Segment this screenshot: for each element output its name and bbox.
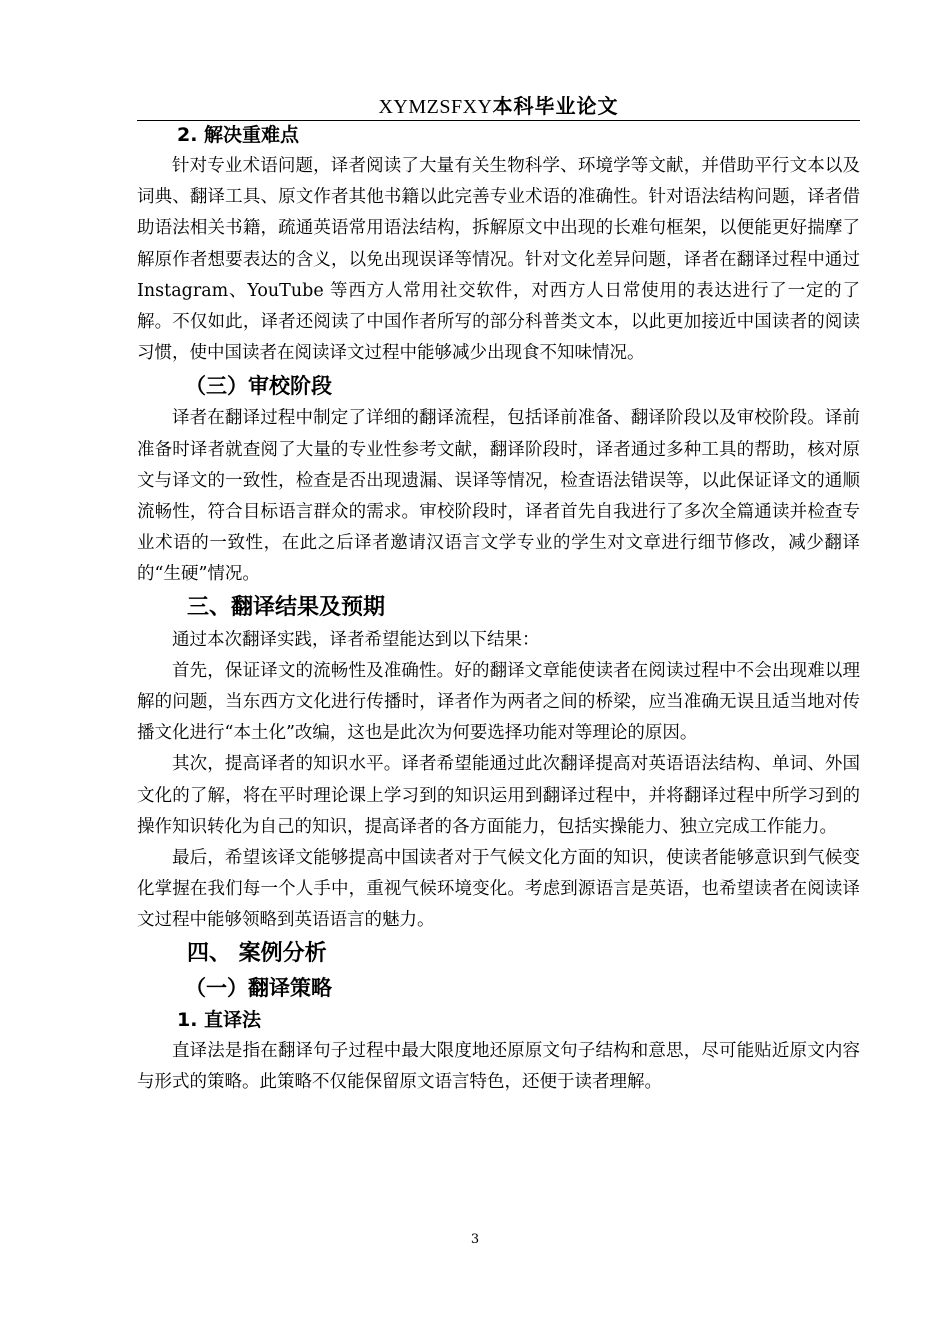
paragraph: 最后，希望该译文能够提高中国读者对于气候文化方面的知识，使读者能够意识到气候变化掌握在我们每一个人手中，重视气候环境变化。考虑到源语言是英语，也希望读者在阅读译文过程中能够领略到英语语言的魅力。: [137, 848, 860, 931]
paragraph: 通过本次翻译实践，译者希望能达到以下结果：: [172, 629, 540, 650]
heading-section-3: 三、翻译结果及预期: [187, 594, 386, 620]
page-body: [137, 120, 860, 1098]
paragraph: 直译法是指在翻译句子过程中最大限度地还原原文句子结构和意思，尽可能贴近原文内容与形式的策略。此策略不仅能保留原文语言特色，还便于读者理解。: [137, 1040, 860, 1092]
page-header: [137, 92, 860, 121]
heading-section-4: 四、 案例分析: [187, 940, 327, 966]
paragraph: 译者在翻译过程中制定了详细的翻译流程，包括译前准备、翻译阶段以及审校阶段。译前准备时译者就查阅了大量的专业性参考文献，翻译阶段时，译者通过多种工具的帮助，核对原文与译文的一致性，检查是否出现遗漏、误译等情况，检查语法错误等，以此保证译文的通顺流畅性，符合目标语言群众的需求。审校阶段时，译者首先自我进行了多次全篇通读并检查专业术语的一致性，在此之后译者邀请汉语言文学专业的学生对文章进行细节修改，减少翻译的“生硬”情况。: [137, 408, 860, 585]
heading-2-resolve-difficulties: 2. 解决重难点: [177, 124, 300, 146]
heading-translation-strategy: （一）翻译策略: [185, 975, 332, 1000]
heading-1-literal: 1. 直译法: [177, 1008, 262, 1031]
paragraph: 首先，保证译文的流畅性及准确性。好的翻译文章能使读者在阅读过程中不会出现难以理解的问题，当东西方文化进行传播时，译者作为两者之间的桥梁，应当准确无误且适当地对传播文化进行“本土化”改编，这也是此次为何要选择功能对等理论的原因。: [137, 660, 860, 744]
header-title: 本科毕业论文: [492, 94, 619, 118]
heading-review-stage: （三）审校阶段: [185, 374, 332, 399]
header-school-code: XYMZSFXY: [378, 96, 493, 118]
paragraph: 针对专业术语问题，译者阅读了大量有关生物科学、环境学等文献，并借助平行文本以及词典、翻译工具、原文作者其他书籍以此完善专业术语的准确性。针对语法结构问题，译者借助语法相关书籍，疏通英语常用语法结构，拆解原文中出现的长难句框架，以便能更好揣摩了解原作者想要表达的含义，以免出现误译等情况。针对文化差异问题，译者在翻译过程中通过 Instagram、YouTube 等西方人常用社交软件，对西方人日常使用的表达进行了一定的了解。不仅如此，译者还阅读了中国作者所写的部分科普类文本，以此更加接近中国读者的阅读习惯，使中国读者在阅读译文过程中能够减少出现食不知味情况。: [137, 156, 860, 364]
paragraph: 其次，提高译者的知识水平。译者希望能通过此次翻译提高对英语语法结构、单词、外国文化的了解，将在平时理论课上学习到的知识运用到翻译过程中，并将翻译过程中所学习到的操作知识转化为自己的知识，提高译者的各方面能力，包括实操能力、独立完成工作能力。: [137, 754, 860, 837]
page-number: 3: [470, 1232, 480, 1247]
